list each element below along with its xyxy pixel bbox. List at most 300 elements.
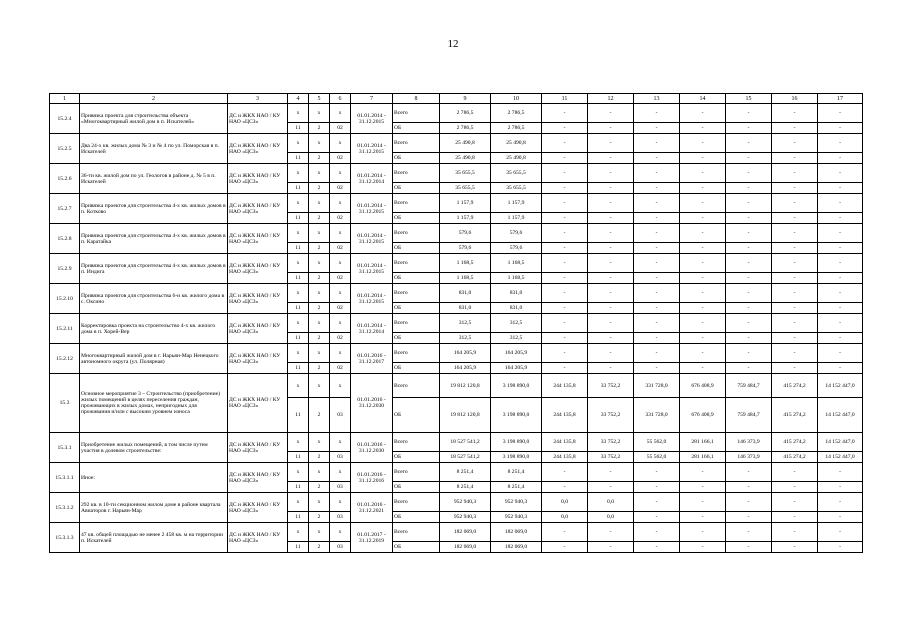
budget-code-cell: 02: [330, 153, 351, 164]
amount-cell: 19 812 120,8: [440, 398, 491, 433]
budget-code-cell: x: [309, 374, 330, 398]
amount-cell: 14 152 447,0: [818, 452, 863, 463]
funding-source: Всего: [393, 224, 440, 243]
amount-cell: 579,6: [491, 224, 542, 243]
amount-cell: -: [634, 523, 680, 542]
amount-cell: 331 728,0: [634, 374, 680, 398]
amount-cell: -: [634, 273, 680, 284]
table-row: [50, 523, 863, 542]
amount-cell: -: [726, 512, 772, 523]
amount-cell: -: [772, 344, 818, 363]
row-code: 15.2.11: [50, 314, 80, 344]
amount-cell: -: [680, 134, 726, 153]
row-period: 01.01.2014 - 31.12.2014: [351, 164, 393, 194]
budget-code-cell: x: [288, 164, 309, 183]
amount-cell: -: [818, 224, 863, 243]
column-header: 17: [818, 94, 863, 104]
budget-code-cell: x: [330, 433, 351, 452]
row-executor: ДС и ЖКХ НАО / КУ НАО «ЦСЗ»: [228, 314, 288, 344]
row-code: 15.2.8: [50, 224, 80, 254]
amount-cell: 19 812 120,8: [440, 374, 491, 398]
row-executor: ДС и ЖКХ НАО / КУ НАО «ЦСЗ»: [228, 194, 288, 224]
amount-cell: 35 655,5: [440, 164, 491, 183]
budget-code-cell: 11: [288, 153, 309, 164]
amount-cell: -: [818, 303, 863, 314]
amount-cell: -: [542, 482, 588, 493]
amount-cell: 33 752,2: [588, 433, 634, 452]
amount-cell: 1 168,5: [491, 273, 542, 284]
amount-cell: -: [542, 542, 588, 553]
budget-code-cell: 02: [330, 333, 351, 344]
budget-code-cell: 02: [330, 303, 351, 314]
amount-cell: -: [726, 303, 772, 314]
row-name: Привязка проекта для строительства объекта «Многоквартирный жилой дом в п. Искателей»: [80, 104, 228, 134]
amount-cell: -: [772, 153, 818, 164]
header-row: [50, 94, 863, 104]
amount-cell: -: [772, 254, 818, 273]
amount-cell: -: [588, 482, 634, 493]
funding-source: ОБ: [393, 123, 440, 134]
funding-source: ОБ: [393, 482, 440, 493]
budget-code-cell: 2: [309, 542, 330, 553]
row-period: 01.01.2014 - 31.12.2015: [351, 254, 393, 284]
amount-cell: -: [818, 213, 863, 224]
amount-cell: 2 786,5: [491, 104, 542, 123]
budget-code-cell: 2: [309, 398, 330, 433]
funding-source: ОБ: [393, 542, 440, 553]
row-code: 15.3: [50, 374, 80, 433]
amount-cell: 3 198 890,0: [491, 374, 542, 398]
amount-cell: -: [542, 363, 588, 374]
budget-code-cell: x: [309, 433, 330, 452]
budget-code-cell: x: [288, 374, 309, 398]
budget-code-cell: 02: [330, 243, 351, 254]
amount-cell: -: [634, 213, 680, 224]
amount-cell: 146 373,9: [726, 433, 772, 452]
amount-cell: -: [818, 344, 863, 363]
amount-cell: 25 490,8: [440, 153, 491, 164]
amount-cell: 1 168,5: [440, 254, 491, 273]
row-period: 01.01.2016 - 31.12.2030: [351, 374, 393, 433]
budget-code-cell: 11: [288, 123, 309, 134]
amount-cell: -: [588, 523, 634, 542]
row-code: 15.2.6: [50, 164, 80, 194]
amount-cell: 1 168,5: [491, 254, 542, 273]
amount-cell: 676 408,9: [680, 398, 726, 433]
funding-source: Всего: [393, 374, 440, 398]
row-period: 01.01.2014 - 31.12.2015: [351, 194, 393, 224]
amount-cell: -: [726, 164, 772, 183]
column-header: 15: [726, 94, 772, 104]
table-row: [50, 254, 863, 273]
table-row: [50, 433, 863, 452]
amount-cell: -: [680, 542, 726, 553]
amount-cell: 244 135,8: [542, 374, 588, 398]
row-name: Привязка проектов для строительства 4-х кв. жилых домов в п. Индига: [80, 254, 228, 284]
amount-cell: -: [772, 183, 818, 194]
amount-cell: -: [818, 284, 863, 303]
amount-cell: -: [680, 284, 726, 303]
row-executor: ДС и ЖКХ НАО / КУ НАО «ЦСЗ»: [228, 523, 288, 553]
row-name: Привязка проектов для строительства 4-х кв. жилых домов в п. Каратайка: [80, 224, 228, 254]
amount-cell: -: [634, 482, 680, 493]
row-name: Многоквартирный жилой дом в г. Нарьян-Мар Ненецкого автономного округа (ул. Полярная): [80, 344, 228, 374]
funding-source: Всего: [393, 164, 440, 183]
amount-cell: -: [726, 482, 772, 493]
budget-code-cell: 11: [288, 482, 309, 493]
budget-code-cell: 02: [330, 123, 351, 134]
table-row: [50, 134, 863, 153]
amount-cell: 14 152 447,0: [818, 374, 863, 398]
funding-source: Всего: [393, 344, 440, 363]
budget-code-cell: 02: [330, 213, 351, 224]
amount-cell: -: [680, 512, 726, 523]
column-header: 9: [440, 94, 491, 104]
column-header: 3: [228, 94, 288, 104]
budget-code-cell: 11: [288, 512, 309, 523]
funding-source: ОБ: [393, 213, 440, 224]
amount-cell: -: [726, 183, 772, 194]
amount-cell: 182 069,0: [440, 523, 491, 542]
amount-cell: -: [588, 183, 634, 194]
budget-code-cell: x: [309, 463, 330, 482]
amount-cell: -: [680, 344, 726, 363]
amount-cell: -: [588, 303, 634, 314]
amount-cell: 312,5: [440, 314, 491, 333]
amount-cell: -: [542, 303, 588, 314]
row-code: 15.2.5: [50, 134, 80, 164]
budget-code-cell: 11: [288, 452, 309, 463]
budget-code-cell: 2: [309, 153, 330, 164]
amount-cell: -: [634, 134, 680, 153]
amount-cell: 0,0: [588, 493, 634, 512]
amount-cell: -: [680, 273, 726, 284]
row-executor: ДС и ЖКХ НАО / КУ НАО «ЦСЗ»: [228, 374, 288, 433]
amount-cell: 281 166,1: [680, 452, 726, 463]
amount-cell: 33 752,2: [588, 452, 634, 463]
funding-source: ОБ: [393, 183, 440, 194]
amount-cell: 3 198 890,0: [491, 452, 542, 463]
amount-cell: -: [818, 273, 863, 284]
budget-code-cell: 11: [288, 273, 309, 284]
row-name: 36-ти кв. жилой дом по ул. Геологов в районе д. № 5 в п. Искателей: [80, 164, 228, 194]
table-body: [50, 94, 863, 553]
budget-code-cell: 03: [330, 452, 351, 463]
amount-cell: -: [634, 183, 680, 194]
amount-cell: -: [818, 363, 863, 374]
budget-code-cell: x: [309, 314, 330, 333]
amount-cell: -: [772, 213, 818, 224]
amount-cell: 952 940,3: [491, 493, 542, 512]
amount-cell: -: [542, 344, 588, 363]
amount-cell: 1 157,9: [491, 194, 542, 213]
amount-cell: -: [634, 284, 680, 303]
amount-cell: -: [588, 314, 634, 333]
amount-cell: -: [726, 194, 772, 213]
funding-source: Всего: [393, 463, 440, 482]
amount-cell: -: [634, 542, 680, 553]
amount-cell: -: [772, 284, 818, 303]
amount-cell: 8 251,4: [491, 482, 542, 493]
row-executor: ДС и ЖКХ НАО / КУ НАО «ЦСЗ»: [228, 433, 288, 463]
row-executor: ДС и ЖКХ НАО / КУ НАО «ЦСЗ»: [228, 224, 288, 254]
table-row: [50, 314, 863, 333]
budget-code-cell: x: [309, 134, 330, 153]
column-header: 13: [634, 94, 680, 104]
amount-cell: -: [818, 523, 863, 542]
amount-cell: 164 205,9: [440, 363, 491, 374]
budget-code-cell: x: [309, 164, 330, 183]
budget-code-cell: 2: [309, 213, 330, 224]
amount-cell: -: [680, 194, 726, 213]
row-name: Привязка проектов для строительства 6-и кв. жилого дома в с. Оксино: [80, 284, 228, 314]
budget-code-cell: 02: [330, 183, 351, 194]
amount-cell: -: [726, 363, 772, 374]
amount-cell: -: [680, 243, 726, 254]
row-code: 15.2.4: [50, 104, 80, 134]
amount-cell: -: [542, 333, 588, 344]
budget-code-cell: x: [309, 284, 330, 303]
amount-cell: -: [634, 314, 680, 333]
amount-cell: 3 198 890,0: [491, 433, 542, 452]
amount-cell: -: [772, 493, 818, 512]
amount-cell: -: [726, 523, 772, 542]
budget-code-cell: x: [330, 344, 351, 363]
row-executor: ДС и ЖКХ НАО / КУ НАО «ЦСЗ»: [228, 164, 288, 194]
amount-cell: -: [634, 104, 680, 123]
column-header: 4: [288, 94, 309, 104]
funding-source: ОБ: [393, 243, 440, 254]
budget-code-cell: 2: [309, 363, 330, 374]
amount-cell: -: [818, 463, 863, 482]
budget-code-cell: 11: [288, 213, 309, 224]
amount-cell: 8 251,4: [440, 463, 491, 482]
amount-cell: -: [726, 463, 772, 482]
amount-cell: -: [726, 542, 772, 553]
funding-source: ОБ: [393, 452, 440, 463]
amount-cell: -: [772, 363, 818, 374]
funding-source: Всего: [393, 433, 440, 452]
amount-cell: -: [542, 213, 588, 224]
row-name: 292 кв. в 10-ти секционном жилом доме в районе квартала Авиаторов г. Нарьян-Мар: [80, 493, 228, 523]
amount-cell: -: [588, 273, 634, 284]
amount-cell: 952 940,3: [440, 512, 491, 523]
amount-cell: -: [772, 463, 818, 482]
budget-code-cell: 11: [288, 363, 309, 374]
amount-cell: -: [818, 153, 863, 164]
amount-cell: -: [680, 164, 726, 183]
row-code: 15.2.10: [50, 284, 80, 314]
column-header: 16: [772, 94, 818, 104]
amount-cell: -: [634, 493, 680, 512]
row-name: 47 кв. общей площадью не менее 2 458 кв. м на территории п. Искателей: [80, 523, 228, 553]
row-code: 15.2.9: [50, 254, 80, 284]
budget-code-cell: x: [330, 164, 351, 183]
row-code: 15.3.1.1: [50, 463, 80, 493]
amount-cell: 1 157,9: [440, 213, 491, 224]
amount-cell: 281 166,1: [680, 433, 726, 452]
row-executor: ДС и ЖКХ НАО / КУ НАО «ЦСЗ»: [228, 284, 288, 314]
budget-code-cell: 2: [309, 183, 330, 194]
table-row: [50, 104, 863, 123]
row-code: 15.3.1: [50, 433, 80, 463]
amount-cell: -: [818, 164, 863, 183]
amount-cell: -: [818, 493, 863, 512]
amount-cell: -: [772, 164, 818, 183]
amount-cell: -: [680, 213, 726, 224]
amount-cell: -: [634, 164, 680, 183]
budget-code-cell: x: [309, 493, 330, 512]
amount-cell: -: [634, 194, 680, 213]
amount-cell: -: [726, 213, 772, 224]
amount-cell: 415 274,2: [772, 433, 818, 452]
row-executor: ДС и ЖКХ НАО / КУ НАО «ЦСЗ»: [228, 493, 288, 523]
amount-cell: -: [818, 314, 863, 333]
amount-cell: 3 198 890,0: [491, 398, 542, 433]
row-code: 15.2.7: [50, 194, 80, 224]
amount-cell: -: [588, 134, 634, 153]
budget-code-cell: x: [288, 493, 309, 512]
amount-cell: 1 157,9: [440, 194, 491, 213]
amount-cell: 164 205,9: [491, 344, 542, 363]
column-header: 5: [309, 94, 330, 104]
amount-cell: -: [542, 134, 588, 153]
amount-cell: -: [772, 224, 818, 243]
amount-cell: -: [818, 333, 863, 344]
funding-source: Всего: [393, 104, 440, 123]
amount-cell: -: [634, 303, 680, 314]
amount-cell: -: [634, 463, 680, 482]
budget-code-cell: 2: [309, 123, 330, 134]
amount-cell: -: [680, 363, 726, 374]
amount-cell: 831,0: [440, 303, 491, 314]
budget-code-cell: x: [330, 254, 351, 273]
table-row: [50, 344, 863, 363]
amount-cell: -: [680, 183, 726, 194]
budget-code-cell: x: [309, 344, 330, 363]
amount-cell: -: [726, 153, 772, 164]
amount-cell: 831,0: [491, 284, 542, 303]
amount-cell: -: [588, 243, 634, 254]
amount-cell: -: [818, 123, 863, 134]
budget-code-cell: 11: [288, 303, 309, 314]
budget-code-cell: x: [309, 254, 330, 273]
amount-cell: -: [588, 123, 634, 134]
amount-cell: -: [680, 523, 726, 542]
amount-cell: -: [772, 314, 818, 333]
amount-cell: -: [588, 213, 634, 224]
amount-cell: -: [542, 164, 588, 183]
amount-cell: -: [542, 123, 588, 134]
funding-source: ОБ: [393, 153, 440, 164]
column-header: 6: [330, 94, 351, 104]
amount-cell: -: [542, 243, 588, 254]
amount-cell: -: [542, 273, 588, 284]
budget-code-cell: 2: [309, 303, 330, 314]
row-name: Иное:: [80, 463, 228, 493]
amount-cell: 164 205,9: [491, 363, 542, 374]
amount-cell: 415 274,2: [772, 374, 818, 398]
row-period: 01.01.2014 - 31.12.2015: [351, 104, 393, 134]
amount-cell: 331 728,0: [634, 398, 680, 433]
amount-cell: -: [818, 194, 863, 213]
row-name: Привязка проектов для строительства 4-х кв. жилых домов в п. Котково: [80, 194, 228, 224]
table-row: [50, 224, 863, 243]
row-code: 15.3.1.3: [50, 523, 80, 553]
amount-cell: 2 786,5: [491, 123, 542, 134]
amount-cell: -: [680, 303, 726, 314]
budget-code-cell: x: [288, 523, 309, 542]
amount-cell: 14 152 447,0: [818, 433, 863, 452]
column-header: 11: [542, 94, 588, 104]
row-executor: ДС и ЖКХ НАО / КУ НАО «ЦСЗ»: [228, 134, 288, 164]
budget-code-cell: x: [288, 224, 309, 243]
table-row: [50, 493, 863, 512]
amount-cell: -: [634, 333, 680, 344]
amount-cell: 33 752,2: [588, 398, 634, 433]
amount-cell: 8 251,4: [440, 482, 491, 493]
amount-cell: -: [772, 134, 818, 153]
budget-code-cell: x: [309, 194, 330, 213]
amount-cell: -: [588, 333, 634, 344]
amount-cell: -: [680, 254, 726, 273]
amount-cell: -: [726, 104, 772, 123]
column-header: 2: [80, 94, 228, 104]
table-row: [50, 164, 863, 183]
amount-cell: -: [726, 333, 772, 344]
amount-cell: -: [588, 104, 634, 123]
amount-cell: -: [818, 243, 863, 254]
amount-cell: -: [542, 523, 588, 542]
amount-cell: 18 527 541,2: [440, 452, 491, 463]
amount-cell: 312,5: [491, 333, 542, 344]
budget-code-cell: x: [288, 463, 309, 482]
budget-code-cell: x: [288, 104, 309, 123]
amount-cell: -: [588, 344, 634, 363]
amount-cell: -: [680, 104, 726, 123]
amount-cell: -: [726, 493, 772, 512]
amount-cell: -: [772, 123, 818, 134]
funding-source: Всего: [393, 493, 440, 512]
amount-cell: 831,0: [440, 284, 491, 303]
row-executor: ДС и ЖКХ НАО / КУ НАО «ЦСЗ»: [228, 344, 288, 374]
amount-cell: -: [772, 243, 818, 254]
amount-cell: -: [542, 314, 588, 333]
amount-cell: -: [726, 254, 772, 273]
budget-code-cell: 2: [309, 482, 330, 493]
page-number: 12: [447, 38, 459, 50]
amount-cell: -: [680, 463, 726, 482]
amount-cell: -: [588, 224, 634, 243]
row-code: 15.3.1.2: [50, 493, 80, 523]
amount-cell: -: [726, 284, 772, 303]
amount-cell: -: [680, 153, 726, 164]
amount-cell: -: [726, 243, 772, 254]
amount-cell: 146 373,9: [726, 452, 772, 463]
amount-cell: 0,0: [542, 493, 588, 512]
budget-code-cell: x: [330, 463, 351, 482]
amount-cell: -: [772, 482, 818, 493]
budget-code-cell: 03: [330, 542, 351, 553]
funding-source: ОБ: [393, 398, 440, 433]
amount-cell: 25 490,8: [491, 153, 542, 164]
amount-cell: -: [772, 542, 818, 553]
amount-cell: -: [818, 542, 863, 553]
amount-cell: 25 490,8: [440, 134, 491, 153]
amount-cell: -: [680, 482, 726, 493]
amount-cell: 579,6: [491, 243, 542, 254]
amount-cell: 952 940,3: [491, 512, 542, 523]
